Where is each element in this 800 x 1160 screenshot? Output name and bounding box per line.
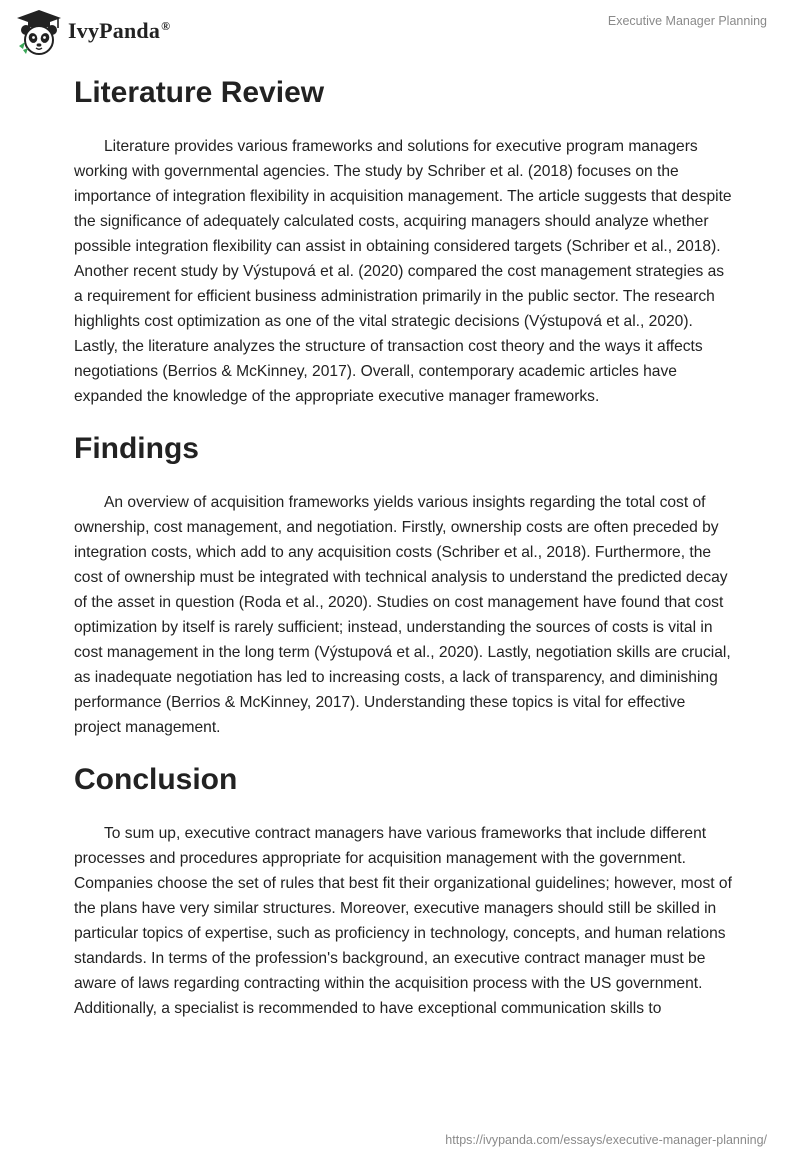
registered-mark: ® xyxy=(161,18,171,33)
section-heading: Literature Review xyxy=(74,76,325,109)
brand-name: IvyPanda® xyxy=(68,18,171,43)
section-paragraph: To sum up, executive contract managers have various frameworks that include different processes and procedures appropriate for acquisition management with the government. Companies choose the set of rules that best fit their organizational guidelines; however, most of the plans have very similar structures. Moreover, executive managers should still be skilled in particular topics of expertise, such as proficiency in technology, concepts, and human relations standards. In terms of the profession's background, an executive contract manager must be aware of laws regarding contracting within the acquisition process with the US government. Additionally, a specialist is recommended to have exceptional communication skills to xyxy=(74,825,732,1017)
section-paragraph: Literature provides various frameworks and solutions for executive program managers working with governmental agencies. The study by Schriber et al. (2018) focuses on the importance of integration flexibility in acquisition management. The article suggests that despite the significance of adequately calculated costs, acquiring managers should analyze whether possible integration flexibility can assist in obtaining considered targets (Schriber et al., 2018). Another recent study by Výstupová et al. (2020) compared the cost management strategies as a requirement for efficient business administration primarily in the public sector. The research highlights cost optimization as one of the vital strategic decisions (Výstupová et al., 2020). Lastly, the literature analyzes the structure of transaction cost theory and the ways it affects negotiations (Berrios & McKinney, 2017). Overall, contemporary academic articles have expanded the knowledge of the appropriate executive manager frameworks. xyxy=(74,138,732,405)
section-heading: Findings xyxy=(74,432,199,465)
page-header xyxy=(0,0,800,64)
essay-content xyxy=(74,72,734,1021)
section-heading: Conclusion xyxy=(74,763,238,796)
source-url-link[interactable]: https://ivypanda.com/essays/executive-manager-planning/ xyxy=(445,1133,767,1147)
ivypanda-logo[interactable] xyxy=(14,8,170,56)
document-title: Executive Manager Planning xyxy=(607,14,767,28)
section-paragraph: An overview of acquisition frameworks yields various insights regarding the total cost of ownership, cost management, and negotiation. Firstly, ownership costs are often preceded by integration costs, which add to any acquisition costs (Schriber et al., 2018). Furthermore, the cost of ownership must be integrated with technical analysis to understand the predicted decay of the asset in question (Roda et al., 2020). Studies on cost management have found that cost optimization by itself is rarely sufficient; instead, understanding the sources of costs is vital in cost management in the long term (Výstupová et al., 2020). Lastly, negotiation skills are crucial, as inadequate negotiation has led to increasing costs, a lack of transparency, and diminishing performance (Berrios & McKinney, 2017). Understanding these topics is vital for effective project management. xyxy=(74,494,731,736)
section-literature-review xyxy=(74,74,734,409)
panda-graduate-icon xyxy=(14,8,64,56)
section-conclusion xyxy=(74,761,734,1021)
section-findings xyxy=(74,430,734,740)
